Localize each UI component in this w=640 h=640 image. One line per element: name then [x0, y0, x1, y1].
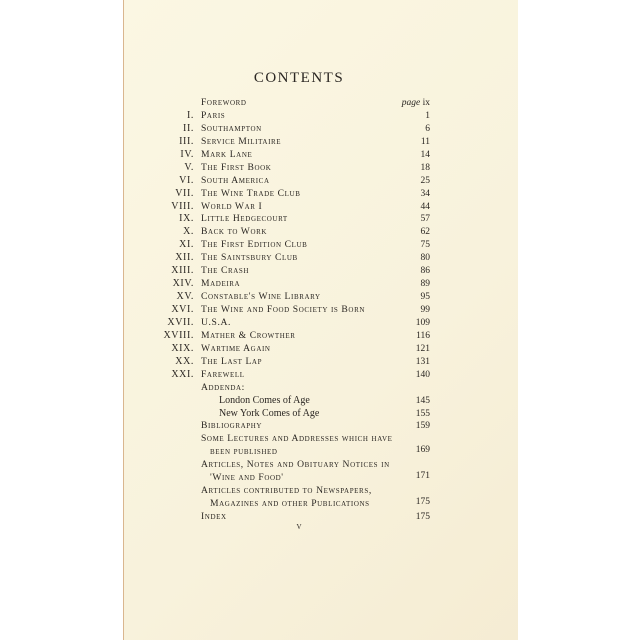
entry-page: 95 — [420, 292, 430, 303]
contents-row-chapter — [124, 265, 518, 278]
chapter-number: VII. — [175, 187, 194, 199]
chapter-number: XII. — [175, 252, 194, 264]
contents-row-chapter — [124, 291, 518, 304]
chapter-number: I. — [186, 109, 194, 121]
entry-title: Paris — [201, 109, 226, 121]
contents-row-chapter — [124, 343, 518, 356]
contents-row-chapter — [124, 175, 518, 188]
chapter-number: X. — [183, 226, 194, 238]
entry-title: The Crash — [201, 265, 250, 277]
chapter-number: XX. — [175, 355, 194, 367]
entry-title: Mark Lane — [201, 148, 253, 160]
chapter-number: XIII. — [171, 265, 194, 277]
chapter-number: VI. — [179, 174, 194, 186]
contents-row-chapter — [124, 188, 518, 201]
contents-row-chapter — [124, 149, 518, 162]
chapter-number: XV. — [176, 291, 194, 303]
entry-page: 175 — [415, 497, 430, 508]
chapter-number: XVII. — [167, 316, 194, 328]
entry-page: 44 — [420, 201, 430, 212]
entry-title: The Wine Trade Club — [201, 187, 301, 199]
chapter-number: XIV. — [172, 278, 194, 290]
contents-row-addenda — [124, 382, 518, 395]
contents-row-addendum — [124, 395, 518, 408]
entry-page: 11 — [420, 136, 430, 147]
chapter-number: XIX. — [171, 342, 194, 354]
chapter-number: V. — [184, 161, 194, 173]
contents-row-continuation — [124, 498, 518, 511]
contents-row-chapter — [124, 201, 518, 214]
chapter-number: VIII. — [171, 200, 194, 212]
entry-title: Foreword — [201, 97, 247, 108]
contents-row-chapter — [124, 162, 518, 175]
entry-title: The Saintsbury Club — [201, 252, 298, 264]
entry-title: World War I — [201, 200, 263, 212]
entry-title-continued: been published — [210, 446, 278, 458]
entry-page: 18 — [420, 162, 430, 173]
entry-page: 89 — [420, 279, 430, 290]
entry-page: 80 — [420, 253, 430, 264]
contents-row-chapter — [124, 369, 518, 382]
page-title: CONTENTS — [253, 70, 345, 86]
entry-page: 169 — [415, 445, 430, 456]
chapter-number: IX. — [179, 213, 194, 225]
entry-title-continued: 'Wine and Food' — [210, 472, 284, 484]
chapter-number: II. — [183, 122, 194, 134]
entry-title: Articles, Notes and Obituary Notices in — [201, 459, 390, 471]
entry-page: 25 — [420, 175, 430, 186]
entry-page: 14 — [420, 149, 430, 160]
entry-title: Back to Work — [201, 226, 268, 238]
contents-row-chapter — [124, 278, 518, 291]
contents-row-back-matter — [124, 459, 518, 472]
entry-page — [402, 97, 430, 110]
entry-page: 116 — [416, 330, 430, 341]
entry-page: 145 — [415, 395, 430, 406]
entry-page: 109 — [415, 317, 430, 328]
contents-row-chapter — [124, 317, 518, 330]
entry-title: Some Lectures and Addresses which have — [201, 433, 393, 445]
entry-title: London Comes of Age — [219, 394, 310, 406]
entry-page: 171 — [415, 471, 430, 482]
chapter-number: XXI. — [171, 368, 194, 380]
entry-page: 140 — [415, 369, 430, 380]
chapter-number: XVIII. — [163, 329, 194, 341]
entry-title: Little Hedgecourt — [201, 213, 288, 225]
contents-row-continuation — [124, 472, 518, 485]
page-prefix: page — [401, 98, 421, 108]
contents-row-foreword — [124, 97, 518, 110]
entry-title: Service Militaire — [201, 135, 282, 147]
entry-title: Articles contributed to Newspapers, — [201, 485, 372, 497]
contents-row-chapter — [124, 330, 518, 343]
contents-row-chapter — [124, 213, 518, 226]
entry-title: Southampton — [201, 122, 262, 134]
entry-page: 99 — [420, 305, 430, 315]
chapter-number: III. — [179, 135, 194, 147]
contents-row-chapter — [124, 110, 518, 123]
contents-row-back-matter — [124, 420, 518, 433]
entry-page: 34 — [420, 188, 430, 199]
entry-page: 131 — [415, 356, 430, 367]
book-page — [123, 0, 518, 640]
entry-title: The First Edition Club — [201, 239, 308, 251]
contents-row-addendum — [124, 408, 518, 421]
contents-row-chapter — [124, 252, 518, 265]
entry-page: 175 — [415, 512, 430, 522]
entry-title: Constable's Wine Library — [201, 291, 321, 303]
entry-title: The First Book — [201, 161, 272, 173]
entry-title-continued: Magazines and other Publications — [210, 498, 370, 510]
page-number: ix — [422, 98, 430, 108]
entry-title: Addenda: — [201, 381, 245, 393]
contents-row-chapter — [124, 226, 518, 239]
entry-page: 6 — [425, 123, 430, 134]
chapter-number: XVI. — [171, 304, 194, 315]
entry-title: The Wine and Food Society is Born — [201, 304, 365, 315]
entry-title: Bibliography — [201, 420, 263, 432]
contents-row-chapter — [124, 304, 518, 317]
chapter-number: IV. — [180, 148, 194, 160]
contents-row-continuation — [124, 446, 518, 459]
entry-title: Index — [201, 511, 227, 522]
entry-page: 75 — [420, 240, 430, 251]
entry-page: 62 — [420, 227, 430, 238]
entry-title: Farewell — [201, 368, 245, 380]
entry-page: 86 — [420, 266, 430, 277]
entry-page: 155 — [415, 408, 430, 419]
page-folio: v — [296, 521, 302, 532]
contents-row-chapter — [124, 239, 518, 252]
entry-page: 159 — [415, 421, 430, 432]
entry-title: Mather & Crowther — [201, 329, 296, 341]
entry-page: 1 — [425, 110, 430, 121]
entry-page: 121 — [415, 343, 430, 354]
chapter-number: XI. — [179, 239, 194, 251]
contents-row-back-matter — [124, 485, 518, 498]
entry-title: The Last Lap — [201, 355, 263, 367]
contents-row-chapter — [124, 136, 518, 149]
entry-title: Madeira — [201, 278, 241, 290]
contents-row-back-matter — [124, 433, 518, 446]
entry-page: 57 — [420, 214, 430, 225]
entry-title: U.S.A. — [201, 316, 231, 328]
entry-title: Wartime Again — [201, 342, 271, 354]
entry-title: New York Comes of Age — [219, 407, 320, 419]
contents-list — [124, 97, 518, 524]
contents-row-chapter — [124, 123, 518, 136]
contents-row-chapter — [124, 356, 518, 369]
entry-title: South America — [201, 174, 270, 186]
